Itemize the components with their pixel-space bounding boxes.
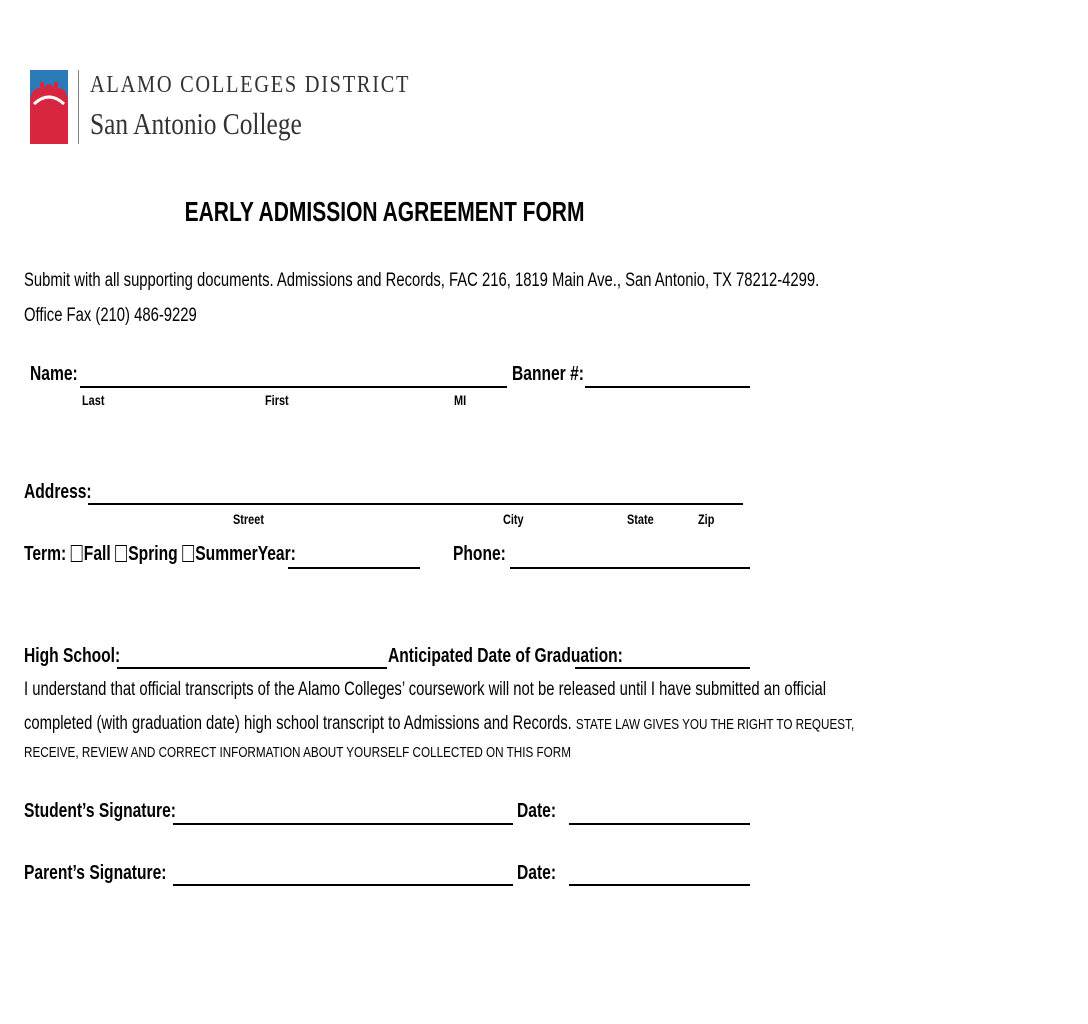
statement-line-3-wrap [24,744,725,762]
statement-line-1-wrap [24,679,1052,701]
name-sub-last-wrap [82,392,111,410]
parent-signature-field[interactable] [173,884,513,886]
parent-date-field[interactable] [569,884,750,886]
fall-option-label: Fall [83,543,111,565]
term-row [24,543,373,566]
address-sub-street-wrap [233,511,273,529]
address-field[interactable] [88,503,743,505]
address-sub-state: State [627,511,654,527]
instructions-line-1-wrap [24,270,1044,292]
instructions-line-1: Submit with all supporting documents. Admissions and Records, FAC 216, 1819 Main Ave., San Antonio, TX 78212-4299. [24,270,820,291]
name-label-wrap [30,363,91,386]
high-school-label-wrap [24,645,147,668]
office-fax: Office Fax (210) 486-9229 [24,305,197,326]
spring-checkbox[interactable] [115,545,127,562]
logo-district-name: ALAMO COLLEGES DISTRICT [90,72,411,98]
term-group [24,543,296,566]
statement-line-1: I understand that official transcripts of the Alamo Colleges’ coursework will not be released until I have submitted an official [24,679,827,700]
form-title-wrap [0,196,770,228]
address-sub-city-wrap [503,511,529,529]
fall-checkbox[interactable] [71,545,83,562]
address-sub-city: City [503,511,524,527]
phone-label-wrap [453,543,521,566]
statement-line-2 [24,713,854,735]
statement-line-3: RECEIVE, REVIEW AND CORRECT INFORMATION ABOUT YOURSELF COLLECTED ON THIS FORM [24,744,571,761]
year-field[interactable] [288,567,420,569]
phone-label: Phone: [453,543,506,565]
form-title: EARLY ADMISSION AGREEMENT FORM [185,196,585,227]
address-sub-street: Street [233,511,264,527]
address-label: Address: [24,481,92,503]
address-sub-zip: Zip [698,511,715,527]
banner-number-field[interactable] [585,386,750,388]
parent-signature-label-wrap [24,862,207,885]
high-school-field[interactable] [117,667,387,669]
banner-label: Banner #: [512,363,584,385]
banner-label-wrap [512,363,604,386]
address-sub-state-wrap [627,511,661,529]
address-label-wrap [24,481,111,504]
logo-college-name: San Antonio College [90,106,302,141]
graduation-date-field[interactable] [575,667,750,669]
statement-line-2b: STATE LAW GIVES YOU THE RIGHT TO REQUEST, [575,716,855,733]
year-label: Year: [257,543,296,565]
name-label: Name: [30,363,78,385]
student-signature-field[interactable] [173,823,513,825]
name-sub-first: First [265,392,289,408]
name-sub-first-wrap [265,392,295,410]
instructions-line-2-wrap [24,305,245,327]
college-logo-mark [30,70,68,144]
name-field[interactable] [80,386,507,388]
term-label: Term: [24,543,67,565]
student-signature-label: Student’s Signature: [24,800,176,822]
phone-field[interactable] [510,567,750,569]
graduation-date-label: Anticipated Date of Graduation: [388,645,623,667]
logo-divider [78,70,79,144]
address-sub-zip-wrap [698,511,719,529]
name-sub-last: Last [82,392,105,408]
name-sub-mi: MI [454,392,467,408]
graduation-label-wrap [388,645,689,668]
parent-date-label-wrap [517,862,567,885]
parent-date-label: Date: [517,862,557,884]
student-date-label: Date: [517,800,557,822]
student-date-label-wrap [517,800,567,823]
parent-signature-label: Parent’s Signature: [24,862,167,884]
statement-line-2-wrap [24,713,1088,735]
spring-option-label: Spring [128,543,178,565]
high-school-label: High School: [24,645,121,667]
student-signature-label-wrap [24,800,219,823]
student-date-field[interactable] [569,823,750,825]
name-sub-mi-wrap [454,392,470,410]
summer-checkbox[interactable] [182,545,194,562]
statement-line-2a: completed (with graduation date) high school transcript to Admissions and Records. [24,713,572,734]
summer-option-label: Summer [195,543,258,565]
